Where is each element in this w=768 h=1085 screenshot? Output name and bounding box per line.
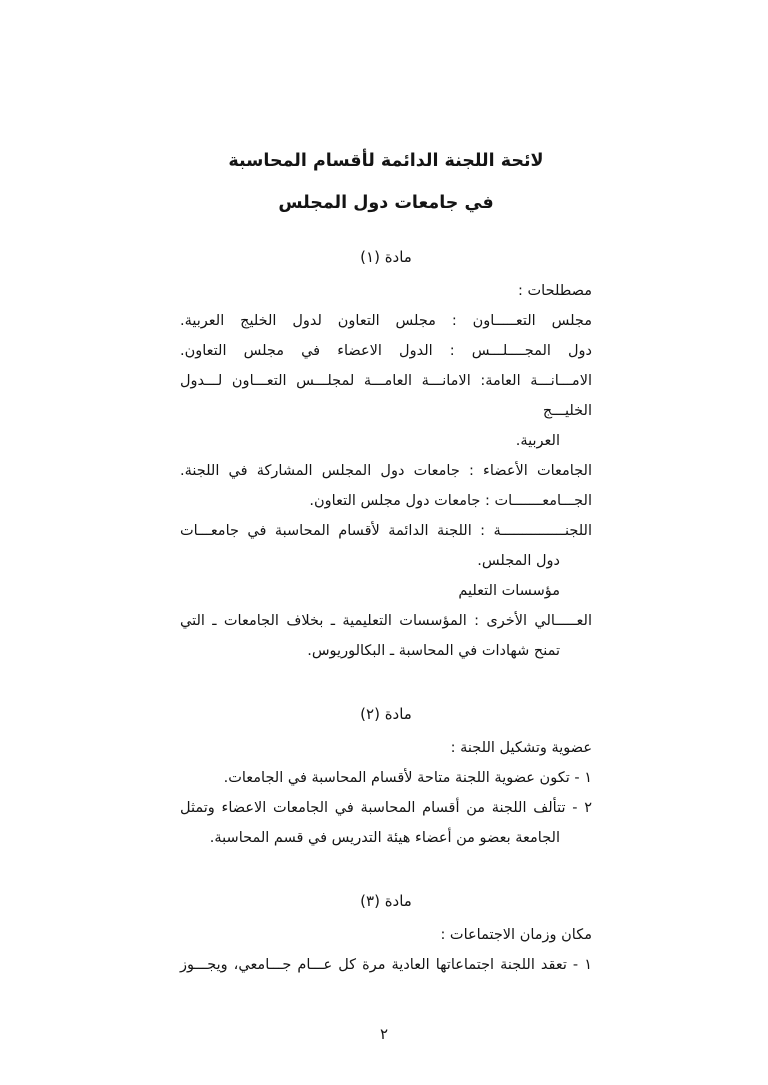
- article-3: [180, 886, 592, 980]
- article-2-heading: مادة (٢): [360, 705, 412, 723]
- definition-continuation-line: دول المجلس.: [477, 553, 560, 569]
- list-item-line: ٢ - تتألف اللجنة من أقسام المحاسبة في الجامعات الاعضاء وتمثل: [180, 800, 592, 816]
- definition-line: دول المجــــلـــس : الدول الاعضاء في مجلس التعاون.: [180, 343, 592, 359]
- definition-line: الجامعات الأعضاء : جامعات دول المجلس المشاركة في اللجنة.: [180, 463, 592, 479]
- article-1-heading: مادة (١): [360, 248, 412, 266]
- definition-line: مجلس التعـــــاون : مجلس التعاون لدول الخليج العربية.: [180, 313, 592, 329]
- article-2: [180, 699, 592, 853]
- article-1: [180, 242, 592, 666]
- definition-term-line: مؤسسات التعليم: [458, 583, 560, 599]
- article-3-section-title: مكان وزمان الاجتماعات :: [440, 927, 592, 943]
- article-2-section-title: عضوية وتشكيل اللجنة :: [450, 740, 592, 756]
- definition-line: العـــــالي الأخرى : المؤسسات التعليمية ـ بخلاف الجامعات ـ التي: [180, 613, 592, 629]
- article-1-section-title: مصطلحات :: [518, 283, 592, 299]
- document-title-line1: لائحة اللجنة الدائمة لأقسام المحاسبة: [228, 151, 544, 171]
- page-number: ٢: [379, 1025, 389, 1043]
- definition-continuation-line: تمنح شهادات في المحاسبة ـ البكالوريوس.: [307, 643, 560, 659]
- definition-line: الجـــامعـــــــات : جامعات دول مجلس التعاون.: [309, 493, 592, 509]
- definition-line: الامـــانـــة العامة: الامانـــة العامـــة لمجلـــس التعـــاون لـــدول الخليـــج: [180, 373, 592, 419]
- document-title-line2: في جامعات دول المجلس: [278, 193, 494, 213]
- list-item-continuation-line: الجامعة بعضو من أعضاء هيئة التدريس في قسم المحاسبة.: [209, 830, 560, 846]
- list-item-line: ١ - تكون عضوية اللجنة متاحة لأقسام المحاسبة في الجامعات.: [223, 770, 592, 786]
- list-item-line: ١ - تعقد اللجنة اجتماعاتها العادية مرة كل عـــام جـــامعي، ويجـــوز: [180, 957, 592, 973]
- definition-line: اللجنـــــــــــــــة : اللجنة الدائمة لأقسام المحاسبة في جامعـــات: [180, 523, 592, 539]
- article-3-heading: مادة (٣): [360, 892, 412, 910]
- document-content: [180, 140, 592, 980]
- definition-continuation-line: العربية.: [515, 433, 560, 449]
